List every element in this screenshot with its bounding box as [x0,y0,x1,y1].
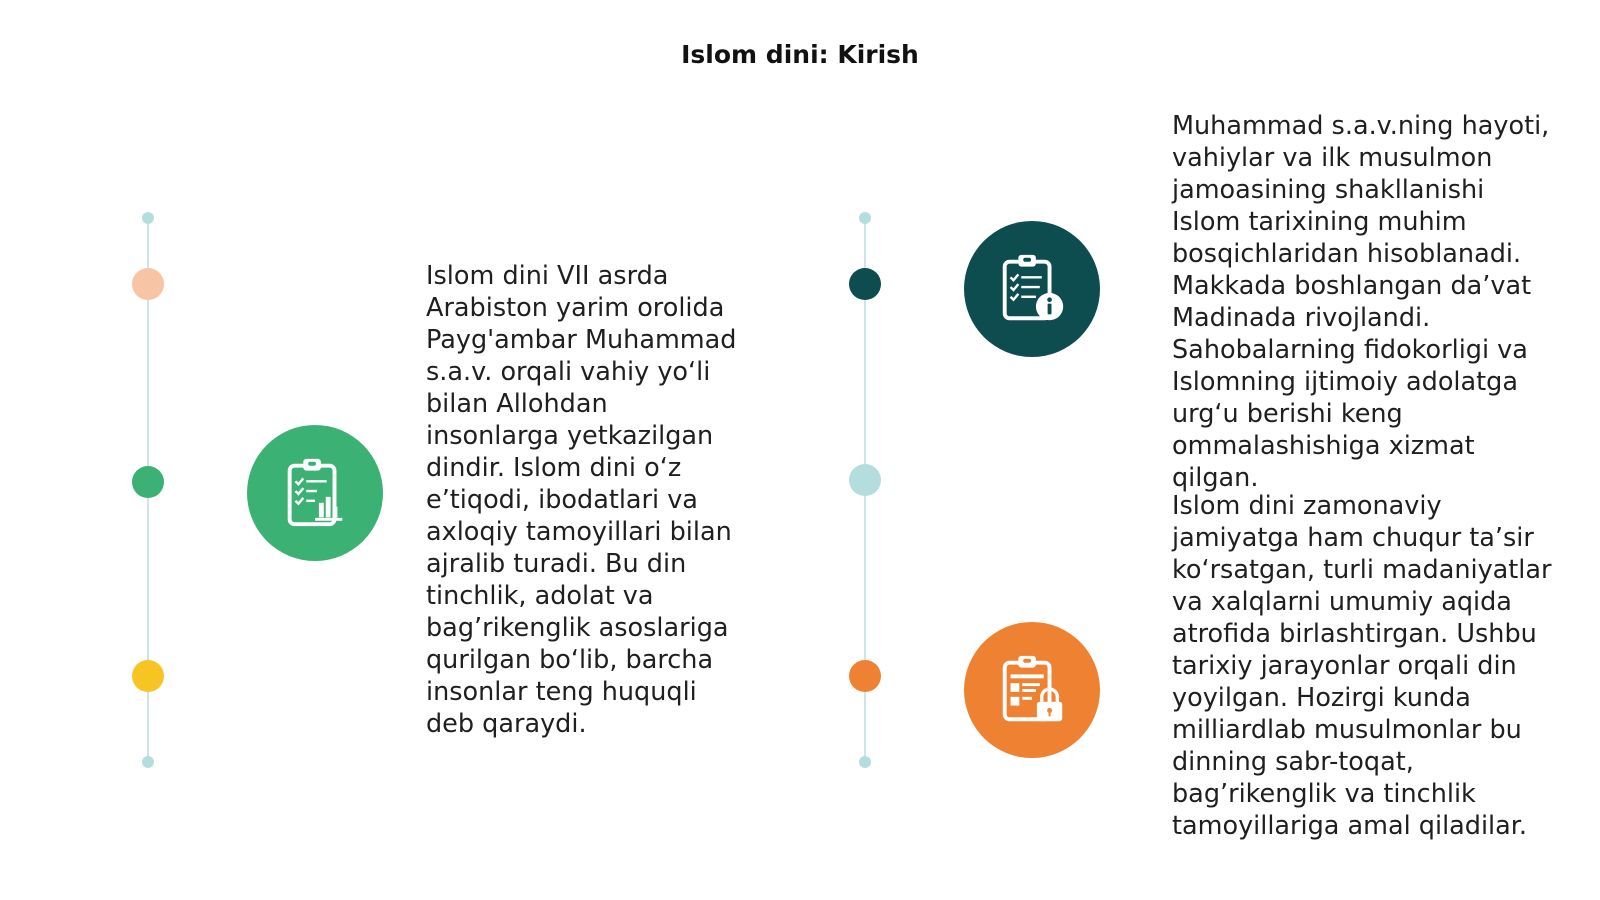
right-timeline-end-dot-bottom [859,756,871,768]
clipboard-info-icon-svg [993,250,1071,328]
page-title: Islom dini: Kirish [681,40,919,69]
clipboard-lock-icon-svg [993,651,1071,729]
right-timeline-dot-light-teal [849,464,881,496]
left-timeline-dot-yellow [132,660,164,692]
left-timeline-end-dot-bottom [142,756,154,768]
right-timeline-end-dot-top [859,212,871,224]
clipboard-lock-icon [964,622,1100,758]
left-timeline-end-dot-top [142,212,154,224]
left-timeline-dot-peach [132,268,164,300]
right-timeline-dot-teal [849,268,881,300]
left-timeline [128,212,168,772]
clipboard-info-icon [964,221,1100,357]
right-timeline [845,212,885,772]
left-text-block: Islom dini VII asrda Arabiston yarim orolida Payg'ambar Muhammad s.a.v. orqali vahiy yo‘li bilan Allohdan insonlarga yetkazilgan dindir. Islom dini o‘z e’tiqodi, ibodatlari va axloqiy tamoyillari bilan ajralib turadi. Bu din tinchlik, adolat va bag’rikenglik asoslariga qurilgan bo‘lib, barcha insonlar teng huquqli deb qaraydi. [426,261,737,739]
right-timeline-dot-orange [849,660,881,692]
clipboard-chart-icon [247,425,383,561]
clipboard-chart-icon-svg [276,454,354,532]
right-text-block-2: Islom dini zamonaviy jamiyatga ham chuqur ta’sir ko‘rsatgan, turli madaniyatlar va xalqlarni umumiy aqida atrofida birlashtirgan. Ushbu tarixiy jarayonlar orqali din yoyilgan. Hozirgi kunda milliardlab musulmonlar bu dinning sabr-toqat, bag’rikenglik va tinchlik tamoyillariga amal qiladilar. [1172,491,1552,841]
right-text-block-1: Muhammad s.a.v.ning hayoti, vahiylar va ilk musulmon jamoasining shakllanishi Islom tarixining muhim bosqichlaridan hisoblanadi. Makkada boshlangan da’vat Madinada rivojlandi. Sahobalarning fidokorligi va Islomning ijtimoiy adolatga urg‘u berishi keng ommalashishiga xizmat qilgan. [1172,111,1550,493]
left-timeline-dot-green [132,466,164,498]
